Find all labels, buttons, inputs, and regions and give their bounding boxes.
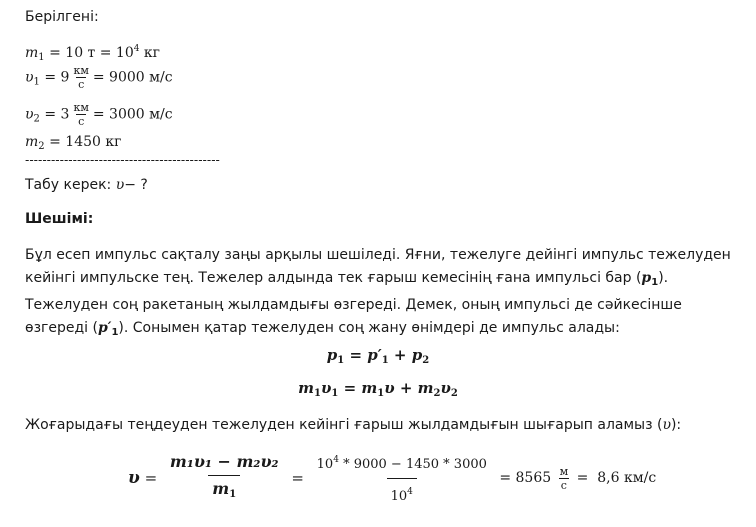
final-eq: = [139, 469, 162, 487]
eq1-plus: + [388, 346, 412, 364]
v1-coef: = 9 [44, 69, 70, 86]
final-symbolic-fraction [166, 449, 283, 508]
v1-frac-den: с [78, 78, 85, 91]
eq2-lhs2-sub: 1 [331, 388, 339, 399]
v1-sub: 1 [33, 76, 40, 88]
m1-rhs: = 10 т = 10 [49, 45, 134, 61]
eq1-t2: p [411, 346, 423, 364]
v2-frac-num: км [73, 101, 89, 114]
eq2-t1-sub: 1 [377, 388, 385, 399]
v1-frac-num: км [73, 64, 89, 77]
final-eq2: = [286, 469, 309, 487]
paragraph-part3: ). Сонымен қатар тежелуден соң жану өнімдері де импульс алады: [118, 320, 620, 336]
final-numeric-num [313, 447, 491, 478]
v2-frac-den: с [78, 115, 85, 128]
eq2-lhs: m [298, 379, 314, 397]
final-eq4: = 8,6 км/с [572, 470, 657, 486]
m1-unit: кг [139, 45, 161, 61]
paragraph-part1: Бұл есеп импульс сақталу заңы арқылы шешіледі. Яғни, тежелуге дейінгі импульс тежелуден кейінгі импульске тең. Тежелер алдында тек ғарыш кемесінің ғана импульсі бар ( [25, 247, 731, 286]
m2-symbol: m [25, 134, 39, 150]
m2-sub: 2 [38, 141, 45, 152]
paragraph-p1-sub: 1 [651, 277, 659, 288]
final-numeric-fraction [313, 447, 491, 510]
bottom-sentence [25, 416, 681, 434]
final-symbolic-num: m₁υ₁ − m₂υ₂ [169, 451, 279, 471]
final-unit-fraction [558, 465, 571, 492]
given-v1 [25, 64, 173, 92]
m1-sub: 1 [38, 52, 45, 63]
v2-sub: 2 [33, 113, 40, 125]
find-label: Табу керек: [25, 177, 116, 193]
eq1-eq: = [344, 346, 368, 364]
paragraph-p1: p [641, 270, 652, 286]
eq2-plus: + [394, 379, 418, 397]
num2-rest: * 9000 − 1450 * 3000 [338, 456, 487, 472]
v1-rhs: = 9000 м/с [92, 69, 173, 86]
eq2-t2b-sub: 2 [450, 388, 458, 399]
find-line [25, 176, 148, 194]
eq1-t1: p′ [367, 346, 382, 364]
eq2-t1: m [361, 379, 378, 397]
final-lhs: υ [128, 468, 140, 488]
final-unit-den: с [560, 478, 567, 492]
eq2-t2-sub: 2 [433, 388, 441, 399]
given-title: Берілгені: [25, 9, 99, 25]
find-rest: − ? [124, 177, 148, 193]
v2-unit-fraction [71, 101, 90, 128]
m2-rhs: = 1450 кг [49, 134, 122, 150]
v2-symbol: υ [25, 106, 34, 123]
paragraph-p1prime: p′ [97, 320, 112, 336]
m1-symbol: m [25, 45, 39, 61]
paragraph-p1prime-sub: 1 [111, 327, 119, 338]
eq2-t1b: υ [384, 379, 395, 397]
final-formula [128, 448, 656, 508]
final-eq3: = 8565 [494, 470, 556, 486]
given-v2 [25, 101, 173, 129]
solution-title: Шешімі: [25, 211, 94, 227]
eq1-t2-sub: 2 [422, 355, 430, 366]
bottom-sentence-text: Жоғарыдағы теңдеуден тежелуден кейінгі ғарыш жылдамдығын шығарып аламыз ( [25, 417, 663, 433]
eq2-lhs2: υ [320, 379, 332, 397]
given-m1 [25, 40, 160, 67]
eq2-t2: m [417, 379, 434, 397]
equation-momentum [0, 346, 756, 366]
final-den-sym: m [212, 478, 230, 498]
paragraph-part2: ). Тежелуден соң ракетаның жылдамдығы өзгереді. Демек, оның импульсі де сәйкесінше өзгереді ( [25, 270, 682, 336]
eq2-t2b: υ [440, 379, 451, 397]
final-den-sub: 1 [229, 488, 237, 500]
final-unit-num: м [559, 464, 569, 478]
eq1-t1-sub: 1 [381, 355, 389, 366]
eq1-lhs: p [326, 346, 338, 364]
bottom-close: ): [670, 417, 682, 433]
m1-exp: 4 [133, 44, 140, 54]
eq1-lhs-sub: 1 [337, 355, 345, 366]
den2-exp: 4 [407, 486, 413, 497]
v1-symbol: υ [25, 69, 34, 86]
bottom-symbol: υ [662, 417, 671, 433]
v1-unit-fraction [71, 64, 90, 91]
final-numeric-den [387, 478, 417, 510]
solution-paragraph [25, 244, 745, 344]
find-symbol: υ [115, 177, 125, 193]
equation-mass-velocity [0, 379, 756, 399]
v2-coef: = 3 [44, 106, 70, 123]
eq2-lhs-sub: 1 [313, 388, 321, 399]
separator-line: --------------------------------------------- [25, 153, 220, 167]
num2-exp: 4 [333, 454, 339, 465]
eq2-eq: = [338, 379, 362, 397]
den2-pre: 10 [390, 488, 408, 504]
v2-rhs: = 3000 м/с [92, 106, 173, 123]
final-symbolic-den [208, 475, 240, 508]
num2-pre: 10 [316, 456, 334, 472]
